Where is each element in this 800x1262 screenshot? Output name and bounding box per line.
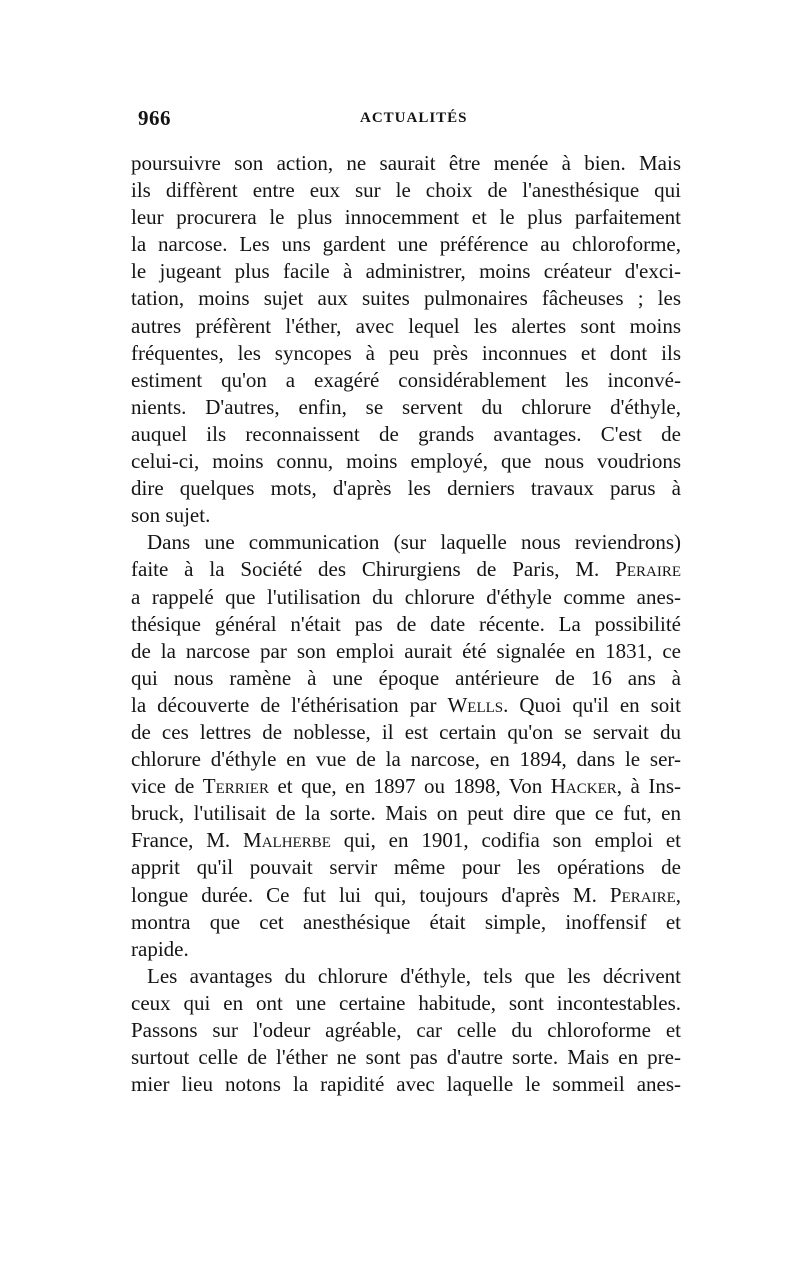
- text-line: tation, moins sujet aux suites pulmonaires fâcheuses ; les: [131, 286, 681, 311]
- text-line: faite à la Société des Chirurgiens de Paris, M. Peraire: [131, 557, 681, 582]
- text-line: de ces lettres de noblesse, il est certain qu'on se servait du: [131, 719, 681, 744]
- text-line: ceux qui en ont une certaine habitude, sont incontestables.: [131, 990, 681, 1015]
- text-line: autres préfèrent l'éther, avec lequel les alertes sont moins: [131, 313, 681, 338]
- text-line: celui-ci, moins connu, moins employé, que nous voudrions: [131, 449, 681, 474]
- text-line: nients. D'autres, enfin, se servent du chlorure d'éthyle,: [131, 394, 681, 419]
- text-line: leur procurera le plus innocemment et le plus parfaitement: [131, 205, 681, 230]
- text-line: longue durée. Ce fut lui qui, toujours d'après M. Peraire,: [131, 882, 681, 907]
- text-line: France, M. Malherbe qui, en 1901, codifia son emploi et: [131, 828, 681, 853]
- text-line: apprit qu'il pouvait servir même pour les opérations de: [131, 855, 681, 880]
- text-line: fréquentes, les syncopes à peu près inconnues et dont ils: [131, 340, 681, 365]
- text-line: rapide.: [131, 936, 189, 961]
- text-line: montra que cet anesthésique était simple, inoffensif et: [131, 909, 681, 934]
- paragraph: [131, 150, 681, 529]
- text-line: vice de Terrier et que, en 1897 ou 1898, Von Hacker, à Ins-: [131, 774, 681, 799]
- text-line: la narcose. Les uns gardent une préférence au chloroforme,: [131, 232, 681, 257]
- text-line: ils diffèrent entre eux sur le choix de l'anesthésique qui: [131, 178, 681, 203]
- text-line: mier lieu notons la rapidité avec laquelle le sommeil anes-: [131, 1072, 681, 1097]
- body-text: [131, 150, 681, 1098]
- page-header: [138, 106, 678, 140]
- text-line: la découverte de l'éthérisation par Wells. Quoi qu'il en soit: [131, 692, 681, 717]
- paragraph: [131, 963, 681, 1098]
- text-line: auquel ils reconnaissent de grands avantages. C'est de: [131, 421, 681, 446]
- page-number: 966: [138, 106, 171, 130]
- text-line: estiment qu'on a exagéré considérablement les inconvé-: [131, 367, 681, 392]
- text-line: bruck, l'utilisait de la sorte. Mais on peut dire que ce fut, en: [131, 801, 681, 826]
- text-line: dire quelques mots, d'après les derniers travaux parus à: [131, 476, 681, 501]
- text-line: le jugeant plus facile à administrer, moins créateur d'exci-: [131, 259, 681, 284]
- text-line: son sujet.: [131, 503, 211, 528]
- running-head: ACTUALITÉS: [360, 110, 468, 126]
- text-line: surtout celle de l'éther ne sont pas d'autre sorte. Mais en pre-: [131, 1045, 681, 1070]
- text-line: chlorure d'éthyle en vue de la narcose, en 1894, dans le ser-: [131, 747, 681, 772]
- text-line: qui nous ramène à une époque antérieure de 16 ans à: [131, 665, 681, 690]
- text-line: thésique général n'était pas de date récente. La possibilité: [131, 611, 681, 636]
- text-line: Les avantages du chlorure d'éthyle, tels que les décrivent: [147, 963, 681, 988]
- text-line: a rappelé que l'utilisation du chlorure d'éthyle comme anes-: [131, 584, 681, 609]
- paragraph: [131, 529, 681, 963]
- text-line: Dans une communication (sur laquelle nous reviendrons): [147, 530, 681, 555]
- text-line: Passons sur l'odeur agréable, car celle du chloroforme et: [131, 1018, 681, 1042]
- text-line: poursuivre son action, ne saurait être menée à bien. Mais: [131, 151, 681, 175]
- text-line: de la narcose par son emploi aurait été signalée en 1831, ce: [131, 638, 681, 663]
